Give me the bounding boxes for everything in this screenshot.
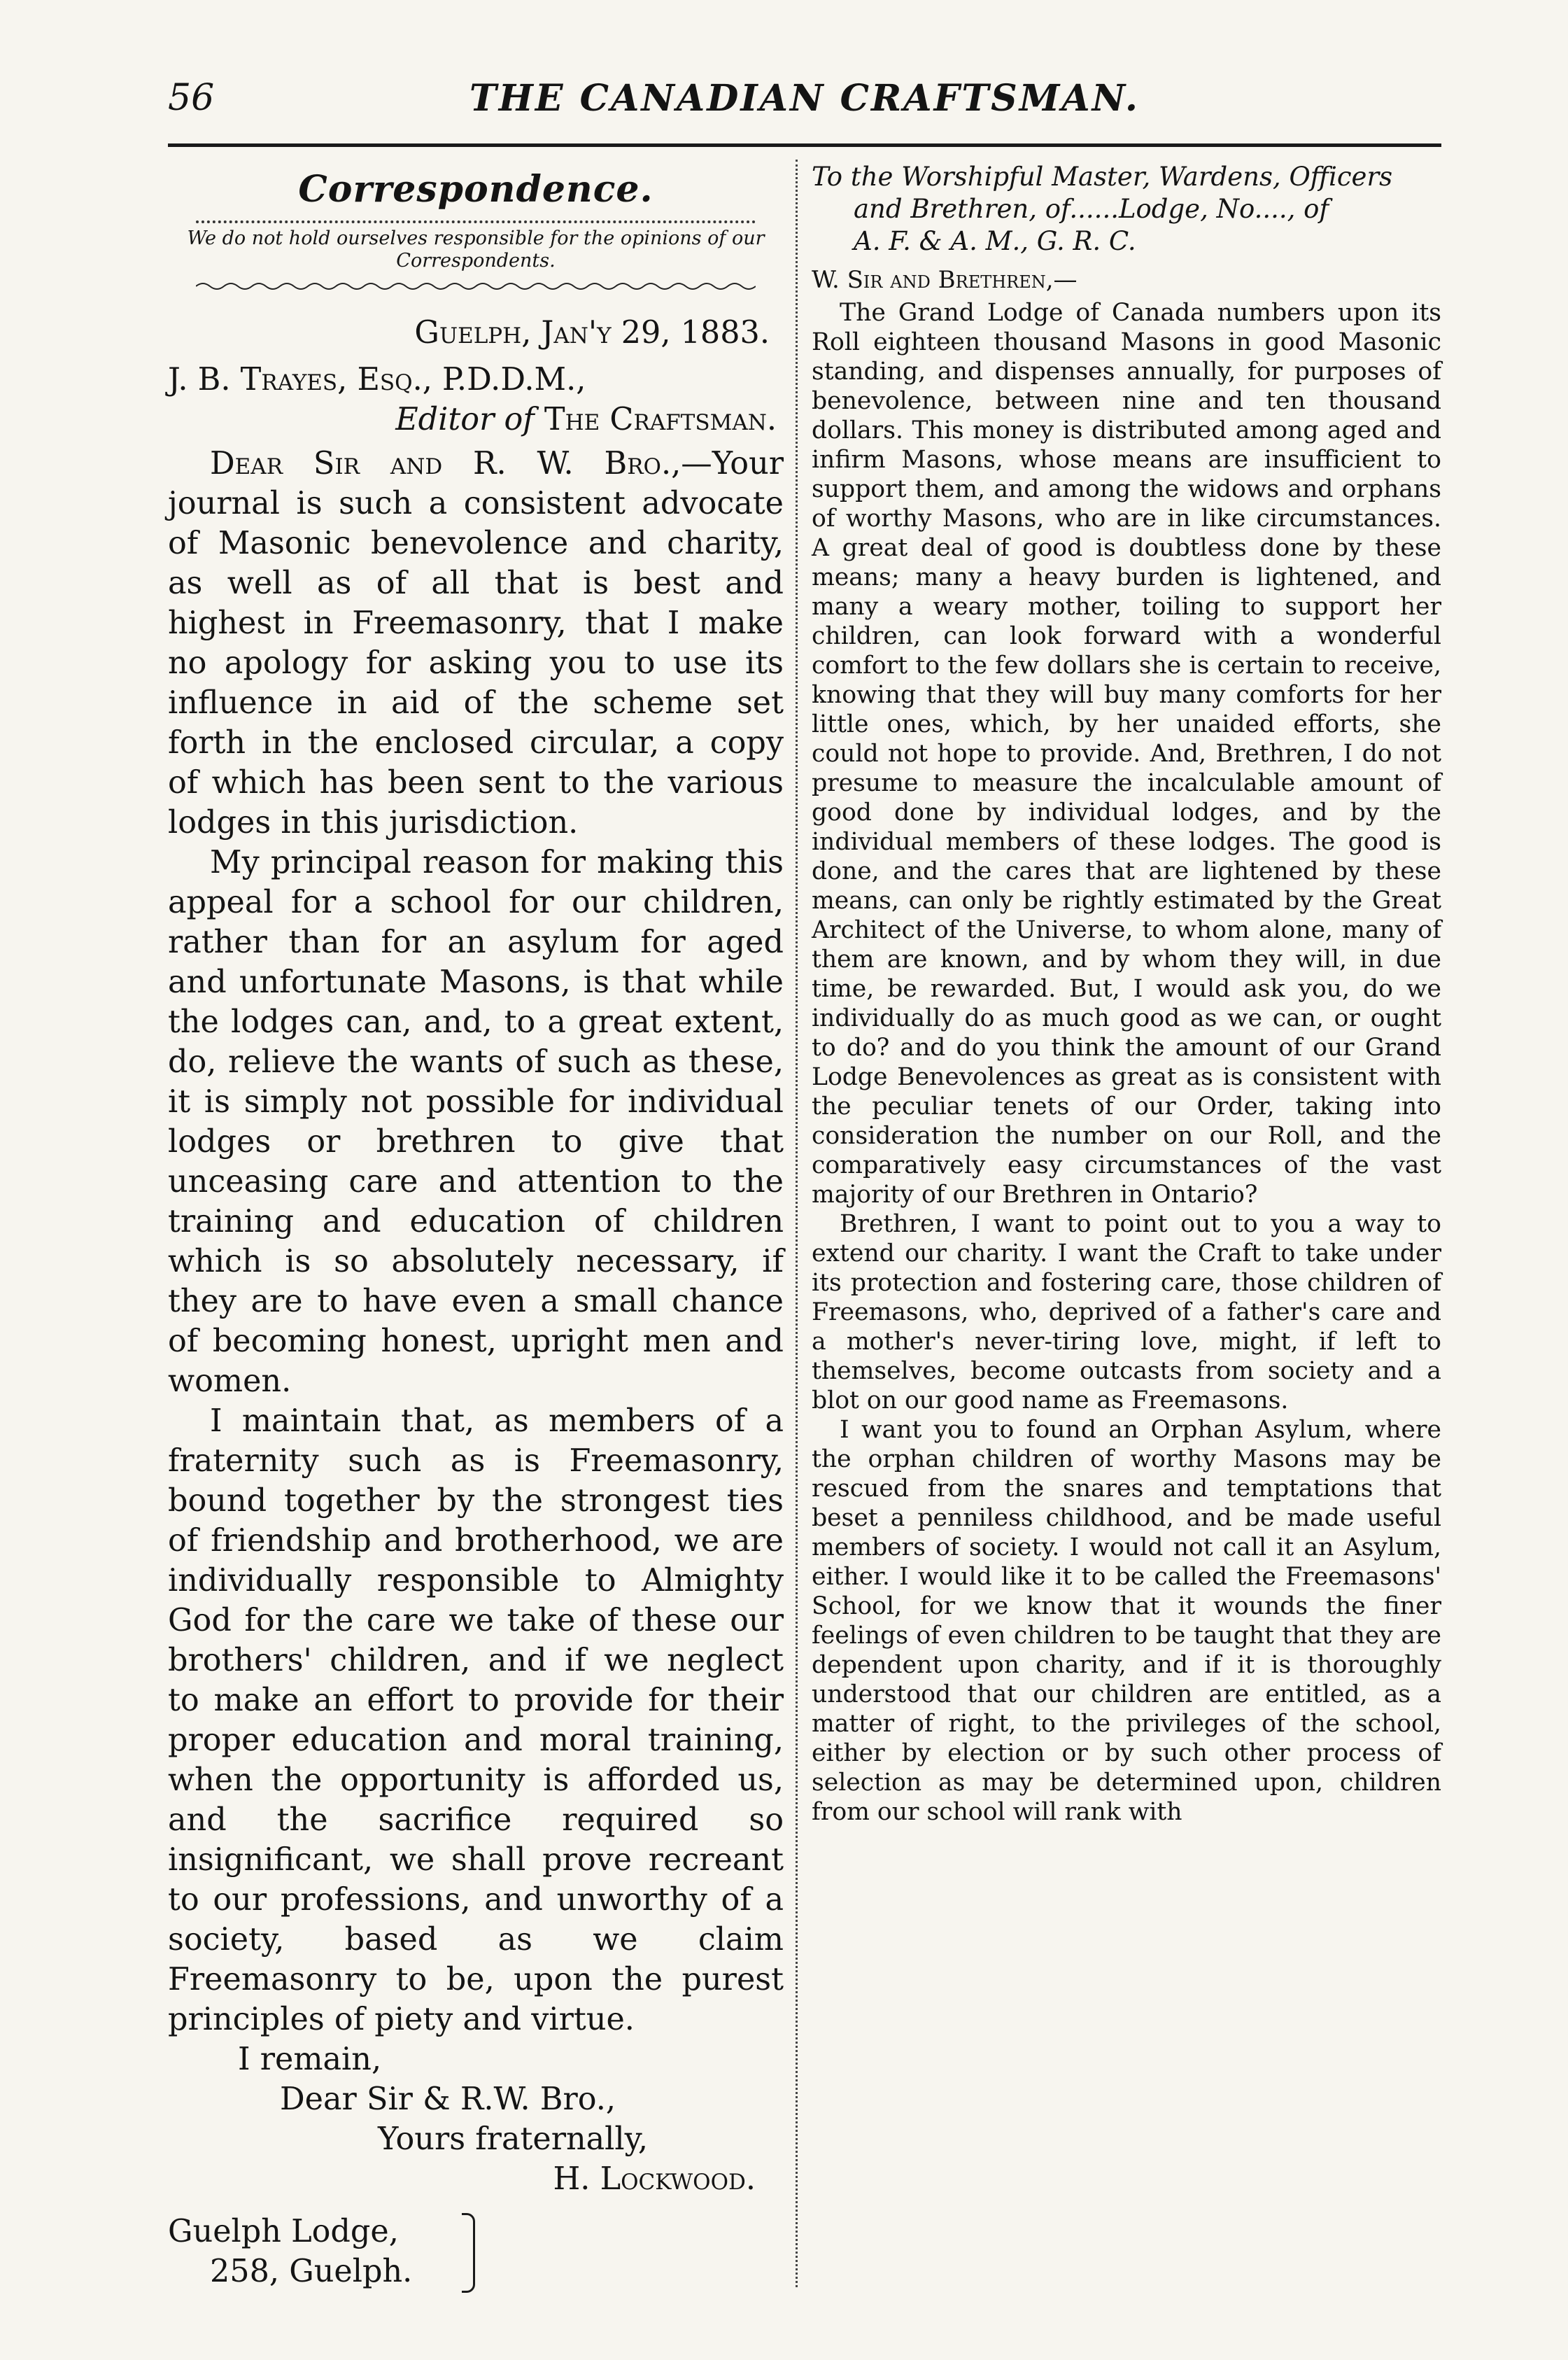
paragraph-text: —Your journal is such a consistent advocate of Masonic benevolence and charity, as well as of all that is best and highest in Freemasonry, that I make no apology for asking you to use its influence in aid of the scheme set forth in the enclosed circular, a copy of which has been sent to the various lodges in this jurisdiction. xyxy=(168,446,784,841)
column-divider xyxy=(796,160,798,2287)
address-line: A. F. & A. M., G. R. C. xyxy=(854,226,1136,256)
letter-body xyxy=(168,313,784,2291)
signature: H. Lockwood. xyxy=(553,2161,756,2197)
letter-paragraph-1 xyxy=(168,444,784,843)
right-column xyxy=(812,161,1441,1827)
address-line: and Brethren, of......Lodge, No...., of xyxy=(854,194,1329,224)
editor-title: The Craftsman. xyxy=(544,402,777,437)
left-column xyxy=(168,161,784,2291)
closing-line: Dear Sir & R.W. Bro., xyxy=(280,2081,616,2117)
wavy-rule xyxy=(196,281,756,292)
editorial-disclaimer: We do not hold ourselves responsible for the opinions of our Correspondents. xyxy=(187,227,765,272)
page-number: 56 xyxy=(168,77,215,119)
running-head xyxy=(168,70,1441,133)
letter-paragraph-3: I maintain that, as members of a fraternity such as is Freemasonry, bound together by the strongest ties of friendship and brotherhood, we are individually responsible to Almighty God for the care we take of these our brothers' children, and if we neglect to make an effort to provide for their proper education and moral training, when the opportunity is afforded us, and the sacrifice required so insignificant, we shall prove recreant to our professions, and unworthy of a society, based as we claim Freemasonry to be, upon the purest principles of piety and virtue. xyxy=(168,1403,784,2037)
greeting: W. Sir and Brethren,— xyxy=(812,266,1078,294)
letter-paragraph-2: My principal reason for making this appeal for a school for our children, rather than for an asylum for aged and unfortunate Masons, is that while the lodges can, and, to a great extent, do, relieve the wants of such as these, it is simply not possible for individual lodges or brethren to give that unceasing care and attention to the training and education of children which is so absolutely necessary, if they are to have even a small chance of becoming honest, upright men and women. xyxy=(168,845,784,1399)
lodge-line: Guelph Lodge, xyxy=(168,2214,399,2249)
address-line: To the Worshipful Master, Wardens, Officers xyxy=(812,162,1393,192)
salutation: Dear Sir and R. W. Bro., xyxy=(210,446,681,482)
header-rule xyxy=(168,143,1441,147)
dotted-rule xyxy=(196,220,756,223)
addressee: J. B. Trayes, Esq., P.D.D.M., xyxy=(168,362,586,398)
circular-address xyxy=(812,161,1441,258)
lodge-line: 258, Guelph. xyxy=(210,2254,413,2289)
editor-prefix: Editor of xyxy=(395,402,535,437)
editor-line xyxy=(168,400,777,440)
brace xyxy=(462,2213,475,2293)
dateline: Guelph, Jan'y 29, 1883. xyxy=(414,315,770,351)
circular-body xyxy=(812,298,1441,1827)
lodge-address xyxy=(168,2212,784,2291)
circular-paragraph-3: I want you to found an Orphan Asylum, where the orphan children of worthy Masons may be rescued from the snares and temptations that beset a penniless childhood, and be made useful members of society. I would not call it an Asylum, either. I would like it to be called the Freemasons' School, for we know that it wounds the finer feelings of even children to be taught that they are dependent upon charity, and if it is thoroughly understood that our children are entitled, as a matter of right, to the privileges of the school, either by election or by such other process of selection as may be determined upon, children from our school will rank with xyxy=(812,1416,1441,1826)
journal-title: THE CANADIAN CRAFTSMAN. xyxy=(469,77,1140,120)
circular-paragraph-2: Brethren, I want to point out to you a way to extend our charity. I want the Craft to take under its protection and fostering care, those children of Freemasons, who, deprived of a father's care and a mother's never-tiring love, might, if left to themselves, become outcasts from society and a blot on our good name as Freemasons. xyxy=(812,1210,1441,1414)
circular-paragraph-1: The Grand Lodge of Canada numbers upon its Roll eighteen thousand Masons in good Masonic standing, and dispenses annually, for purposes of benevolence, between nine and ten thousand dollars. This money is distributed among aged and infirm Masons, whose means are insufficient to support them, and among the widows and orphans of worthy Masons, who are in like circumstances. A great deal of good is doubtless done by these means; many a heavy burden is lightened, and many a weary mother, toiling to support her children, can look forward with a wonderful comfort to the few dollars she is certain to receive, knowing that they will buy many comforts for her little ones, which, by her unaided efforts, she could not hope to provide. And, Brethren, I do not presume to measure the incalculable amount of good done by individual lodges, and by the individual members of these lodges. The good is done, and the cares that are lightened by these means, can only be rightly estimated by the Great Architect of the Universe, to whom alone, many of them are known, and by whom they will, in due time, be rewarded. But, I would ask you, do we individually do as much good as we can, or ought to do? and do you think the amount of our Grand Lodge Benevolences as great as is consistent with the peculiar tenets of our Order, taking into consideration the number on our Roll, and the comparatively easy circumstances of the vast majority of our Brethren in Ontario? xyxy=(812,299,1441,1209)
closing-line: I remain, xyxy=(238,2042,382,2077)
closing-line: Yours fraternally, xyxy=(378,2121,649,2157)
section-heading: Correspondence. xyxy=(298,168,654,211)
